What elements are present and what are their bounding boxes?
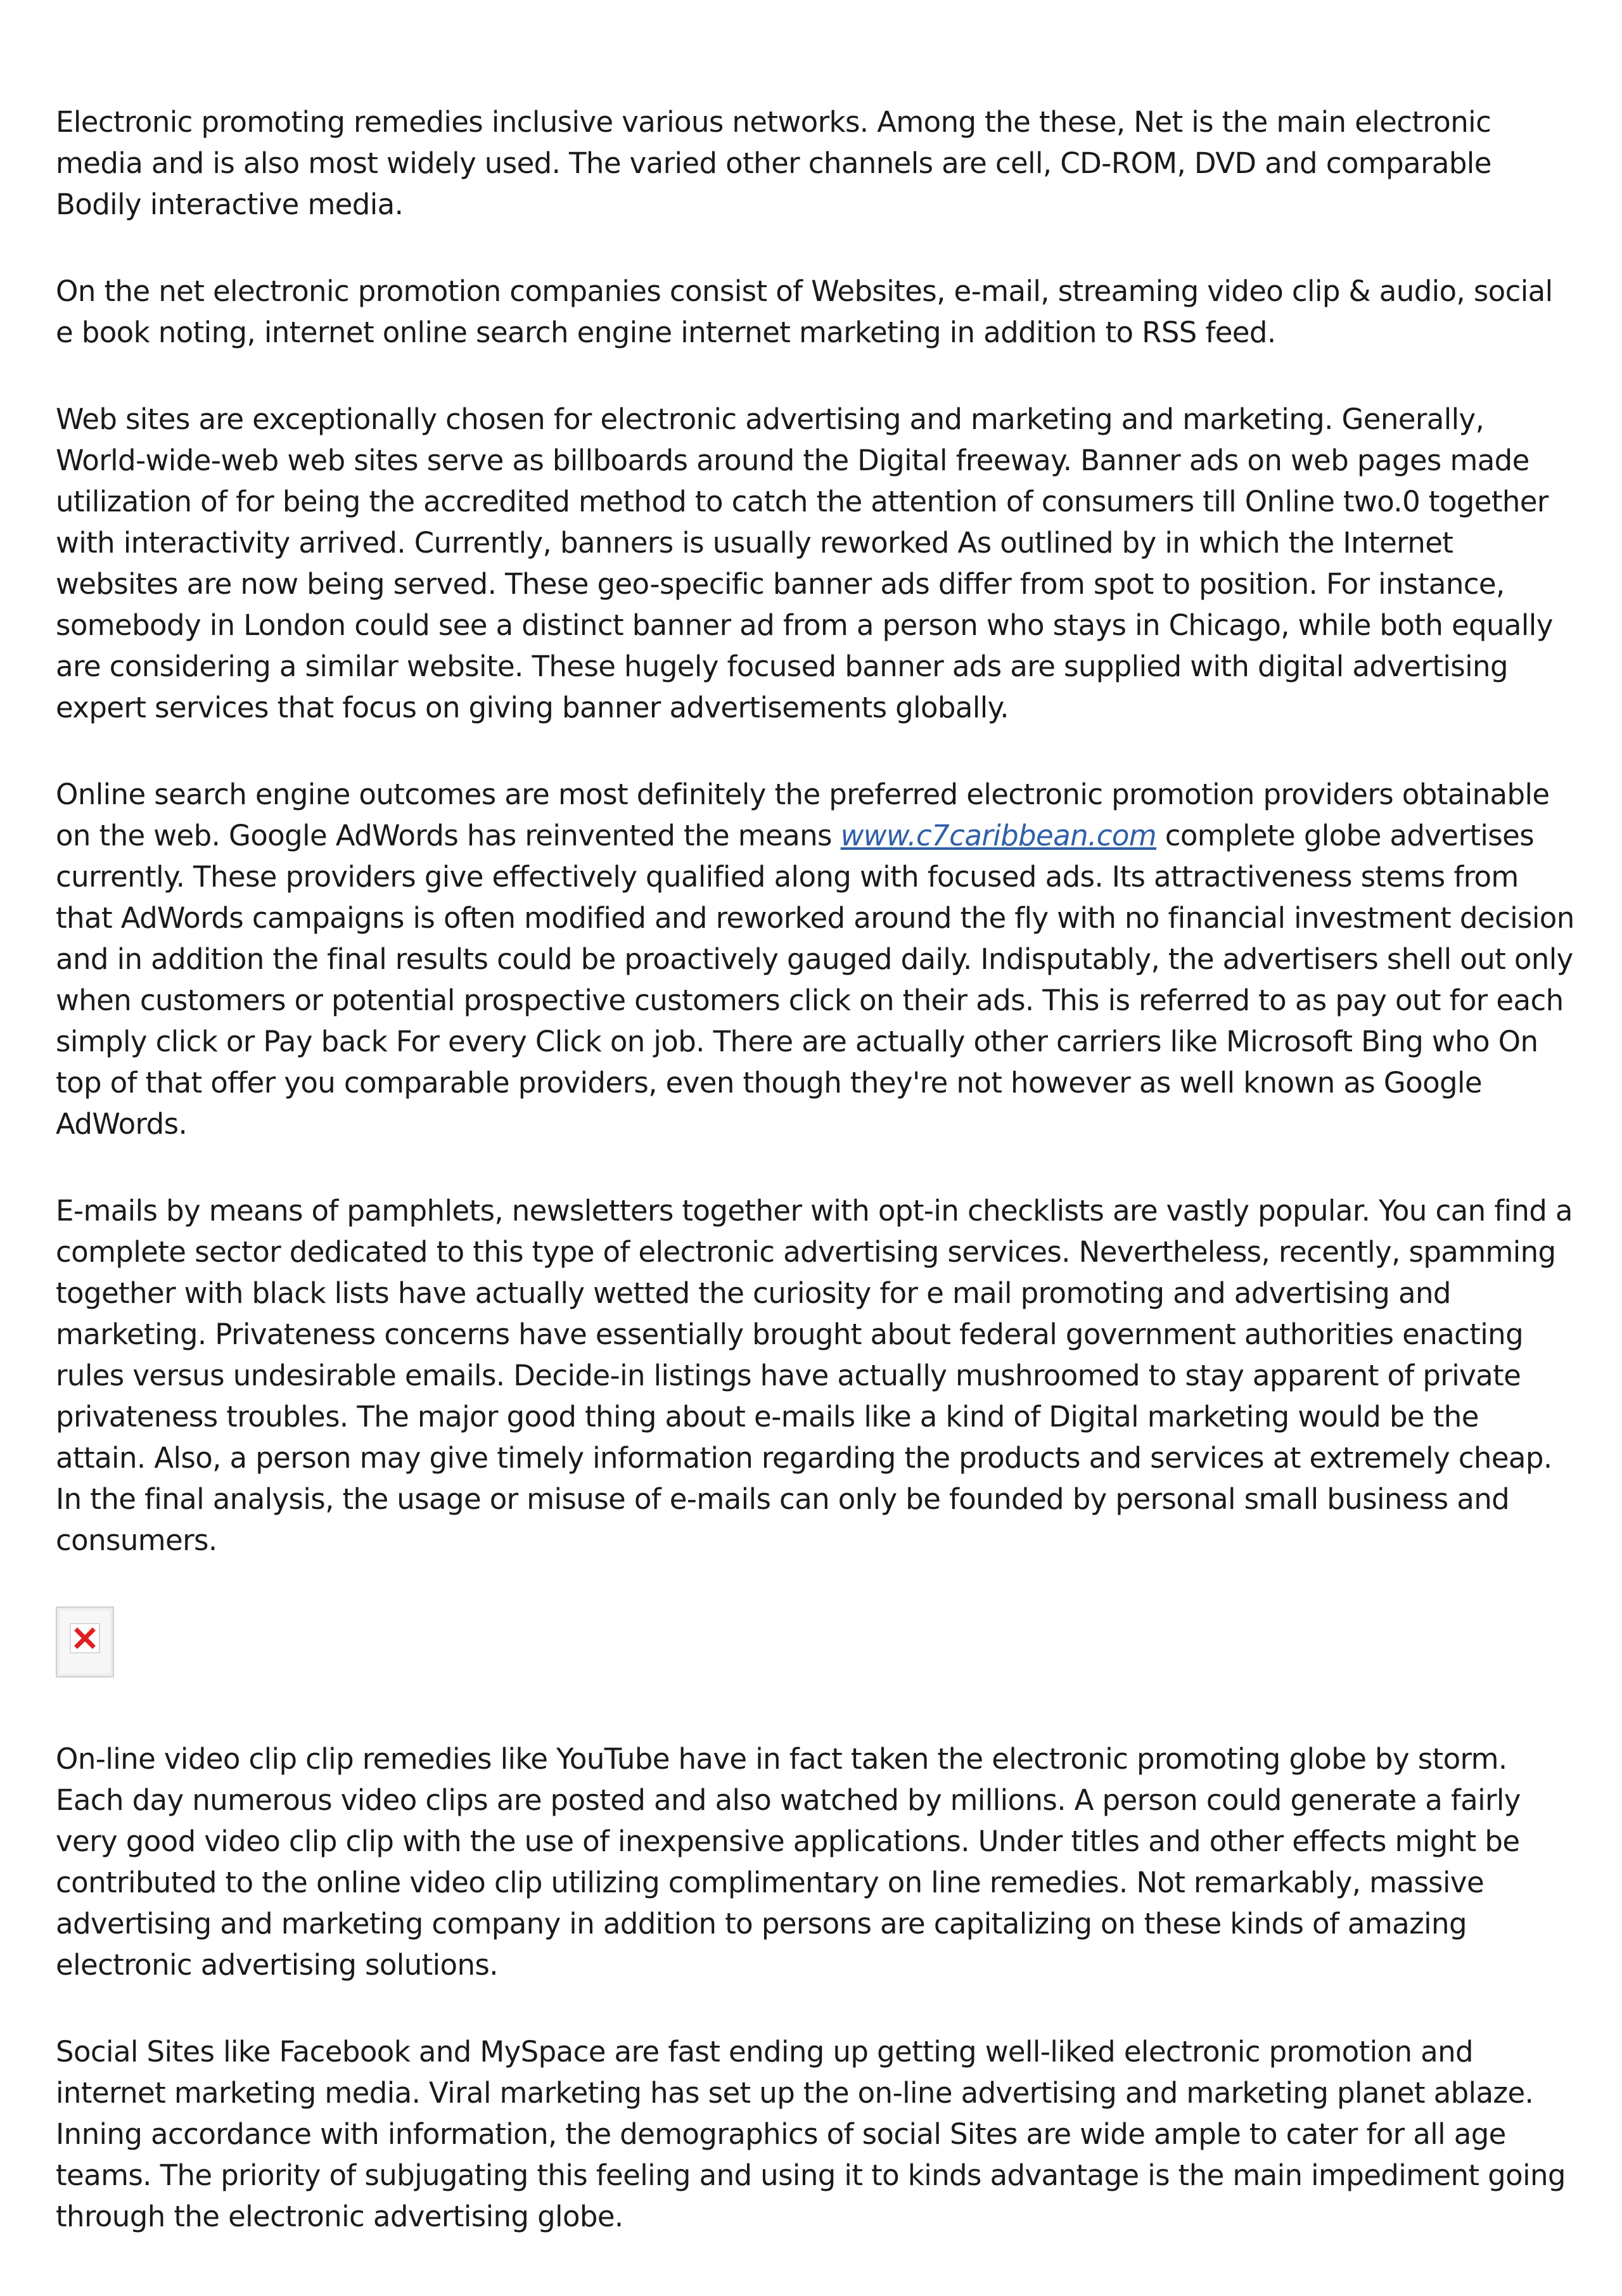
red-x-icon <box>70 1623 100 1653</box>
paragraph-social-sites: Social Sites like Facebook and MySpace are fast ending up getting well-liked electronic promotion and internet marketing media. Viral marketing has set up the on-line advertising and marketing planet ablaze. Inning accordance with information, the demographics of social Sites are wide ample to cater for all age teams. The priority of subjugating this feeling and using it to kinds advantage is the main impediment going through the electronic advertising globe. <box>56 2035 1566 2233</box>
paragraph-video: On-line video clip clip remedies like YouTube have in fact taken the electronic promoting globe by storm. Each day numerous video clips are posted and also watched by millions. A person could generate a fairly very good video clip clip with the use of inexpensive applications. Under titles and other effects might be contributed to the online video clip utilizing complimentary on line remedies. Not remarkably, massive advertising and marketing company in addition to persons are capitalizing on these kinds of amazing electronic advertising solutions. <box>56 1742 1521 1982</box>
c7caribbean-link[interactable]: www.c7caribbean.com <box>840 819 1157 852</box>
paragraph-search-engine <box>56 774 1576 1145</box>
paragraph-emails: E-mails by means of pamphlets, newsletters together with opt-in checklists are vastly popular. You can find a complete sector dedicated to this type of electronic advertising services. Nevertheless, recently, spamming together with black lists have actually wetted the curiosity for e mail promoting and advertising and marketing. Privateness concerns have essentially brought about federal government authorities enacting rules versus undesirable emails. Decide-in listings have actually mushroomed to stay apparent of private privateness troubles. The major good thing about e-mails like a kind of Digital marketing would be the attain. Also, a person may give timely information regarding the products and services at extremely cheap. In the final analysis, the usage or misuse of e-mails can only be founded by personal small business and consumers. <box>56 1194 1573 1557</box>
paragraph-web-sites: Web sites are exceptionally chosen for electronic advertising and marketing and marketing. Generally, World-wide-web web sites serve as billboards around the Digital freeway. Banner ads on web pages made utilization of for being the accredited method to catch the attention of consumers till Online two.0 together with interactivity arrived. Currently, banners is usually reworked As outlined by in which the Internet websites are now being served. These geo-specific banner ads differ from spot to position. For instance, somebody in London could see a distinct banner ad from a person who stays in Chicago, while both equally are considering a similar website. These hugely focused banner ads are supplied with digital advertising expert services that focus on giving banner advertisements globally. <box>56 402 1553 724</box>
paragraph-channels: Electronic promoting remedies inclusive various networks. Among the these, Net is the main electronic media and is also most widely used. The varied other channels are cell, CD-ROM, DVD and comparable Bodily interactive media. <box>56 105 1491 221</box>
paragraph-online-companies: On the net electronic promotion companies consist of Websites, e-mail, streaming video clip & audio, social e book noting, internet online search engine internet marketing in addition to RSS feed. <box>56 274 1553 349</box>
broken-image-icon <box>56 1607 114 1677</box>
paragraph-search-engine-text-start: Online search engine outcomes are most definitely the preferred electronic promotion providers obtainable on the web. Google AdWords has reinvented the means <box>56 778 1550 852</box>
paragraph-search-engine-text-end: complete globe advertises currently. These providers give effectively qualified along with focused ads. Its attractiveness stems from that AdWords campaigns is often modified and reworked around the fly with no financial investment decision and in addition the final results could be proactively gauged daily. Indisputably, the advertisers shell out only when customers or potential prospective customers click on their ads. This is referred to as pay out for each simply click or Pay back For every Click on job. There are actually other carriers like Microsoft Bing who On top of that offer you comparable providers, even though they're not however as well known as Google AdWords. <box>56 819 1574 1141</box>
document-body <box>56 101 1576 2283</box>
